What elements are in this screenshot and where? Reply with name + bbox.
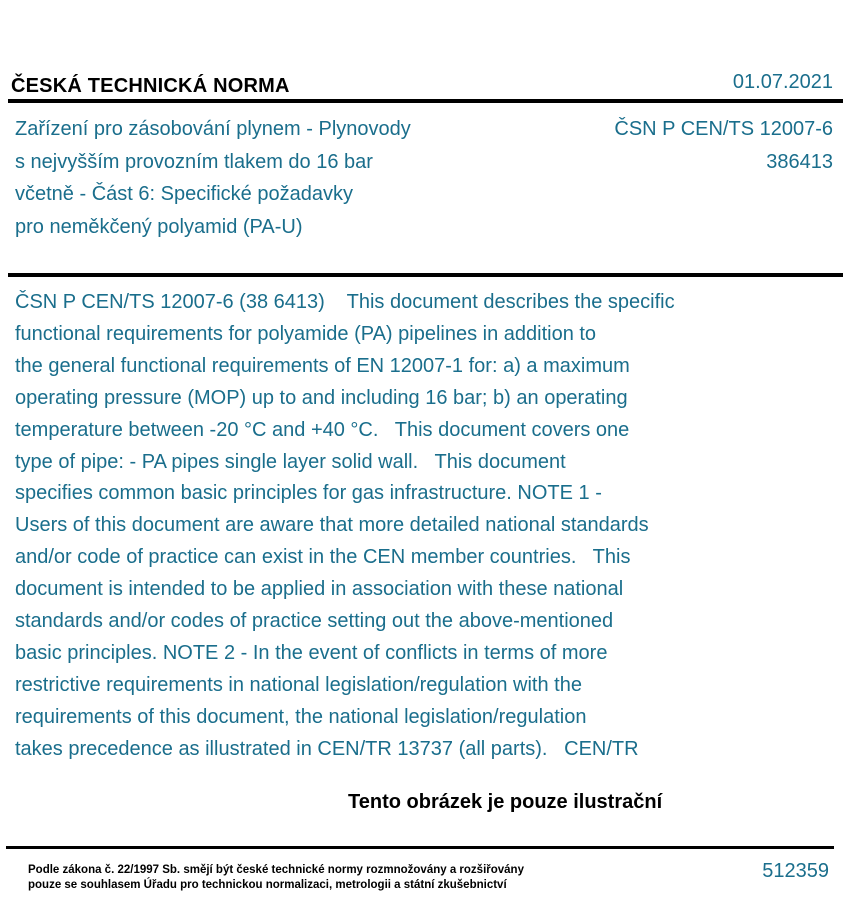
legal-notice xyxy=(28,863,524,893)
standard-code: ČSN P CEN/TS 12007-6 xyxy=(614,118,833,140)
title-divider xyxy=(8,273,843,277)
abstract-line: Users of this document are aware that more detailed national standards xyxy=(15,514,649,537)
standard-identifiers xyxy=(614,113,833,178)
abstract-line: and/or code of practice can exist in the CEN member countries. This xyxy=(15,546,631,569)
standard-title-line: Zařízení pro zásobování plynem - Plynovody xyxy=(15,118,411,140)
abstract-line: operating pressure (MOP) up to and including 16 bar; b) an operating xyxy=(15,386,628,409)
abstract-line: standards and/or codes of practice setting out the above-mentioned xyxy=(15,610,614,633)
standard-title-line: s nejvyšším provozním tlakem do 16 bar xyxy=(15,150,373,173)
abstract-line: functional requirements for polyamide (PA) pipelines in addition to xyxy=(15,322,597,345)
abstract-line: restrictive requirements in national legislation/regulation with the xyxy=(15,673,582,696)
abstract-line: type of pipe: - PA pipes single layer solid wall. This document xyxy=(15,450,566,473)
document-number: 512359 xyxy=(762,860,829,882)
header-divider xyxy=(8,99,843,103)
footer-divider xyxy=(6,846,834,849)
page-header-title: ČESKÁ TECHNICKÁ NORMA xyxy=(11,75,290,97)
standard-title-line: včetně - Část 6: Specifické požadavky xyxy=(15,183,353,205)
legal-notice-line: Podle zákona č. 22/1997 Sb. smějí být české technické normy rozmnožovány a rozšiřovány xyxy=(28,864,524,876)
abstract-line: basic principles. NOTE 2 - In the event of conflicts in terms of more xyxy=(15,641,608,664)
illustration-disclaimer: Tento obrázek je pouze ilustrační xyxy=(348,791,663,813)
abstract-line: temperature between -20 °C and +40 °C. This document covers one xyxy=(15,418,630,441)
abstract-line: requirements of this document, the national legislation/regulation xyxy=(15,705,587,728)
abstract-line: takes precedence as illustrated in CEN/TR 13737 (all parts). CEN/TR xyxy=(15,737,639,760)
classification-number: 386413 xyxy=(766,150,833,173)
abstract-text xyxy=(15,287,775,766)
publication-date: 01.07.2021 xyxy=(732,71,833,93)
standard-title xyxy=(15,113,495,243)
abstract-line: specifies common basic principles for gas infrastructure. NOTE 1 - xyxy=(15,482,602,505)
standard-title-line: pro neměkčený polyamid (PA-U) xyxy=(15,215,303,238)
abstract-line: document is intended to be applied in association with these national xyxy=(15,578,624,601)
abstract-line: the general functional requirements of EN 12007-1 for: a) a maximum xyxy=(15,354,630,377)
legal-notice-line: pouze se souhlasem Úřadu pro technickou normalizaci, metrologii a státní zkušebnictví xyxy=(28,879,507,891)
abstract-line: ČSN P CEN/TS 12007-6 (38 6413) This document describes the specific xyxy=(15,291,675,313)
